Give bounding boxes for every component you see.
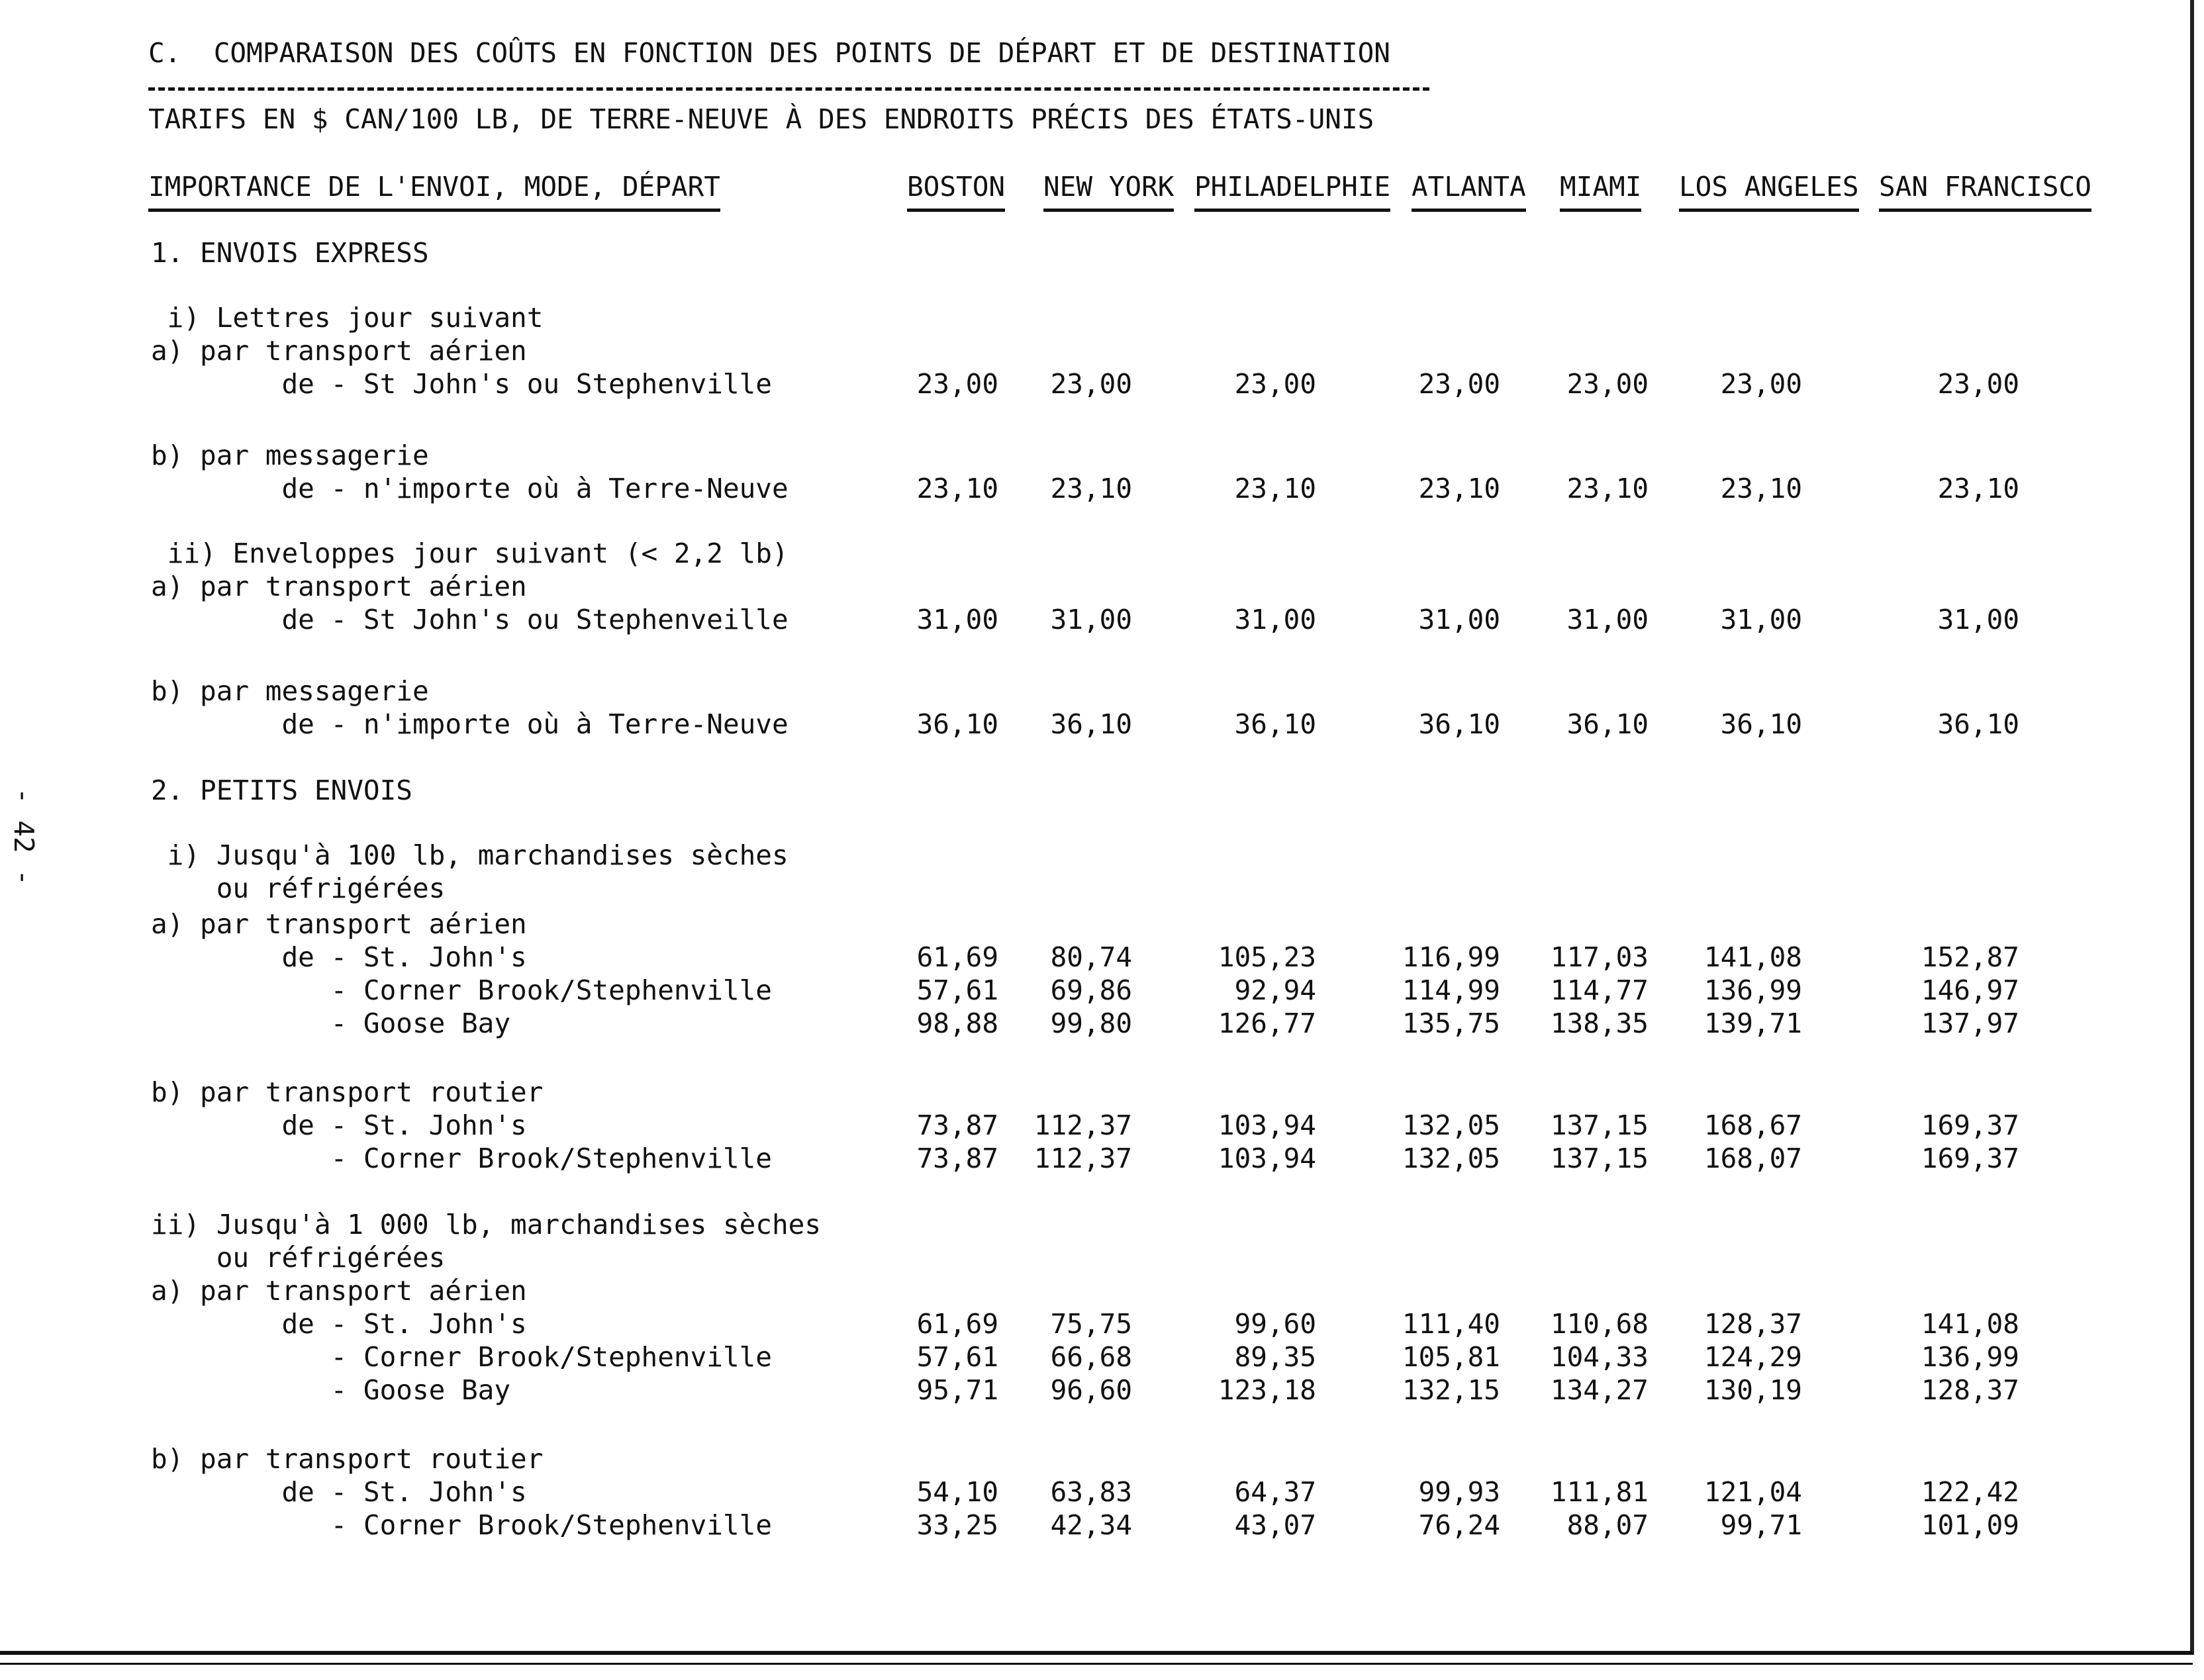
rate-cell: 23,00 (1418, 368, 1500, 400)
rate-cell: 141,08 (1703, 941, 1802, 973)
rate-cell: 31,00 (1937, 604, 2019, 635)
row-label: de - St. John's (151, 1476, 527, 1508)
rate-cell: 36,10 (1566, 708, 1649, 740)
rate-cell: 23,10 (1937, 473, 2019, 504)
rate-cell: 23,00 (1720, 368, 1802, 400)
rate-cell: 99,80 (1050, 1007, 1132, 1039)
rate-cell: 137,97 (1921, 1007, 2019, 1039)
rate-cell: 123,18 (1218, 1374, 1316, 1406)
rate-cell: 116,99 (1402, 941, 1500, 973)
header-col-miami: MIAMI (1560, 173, 1641, 212)
rate-cell: 95,71 (916, 1374, 998, 1406)
section-heading: a) par transport aérien (151, 335, 527, 367)
rate-cell: 130,19 (1703, 1374, 1802, 1406)
rate-cell: 104,33 (1550, 1341, 1649, 1373)
section-heading: ii) Enveloppes jour suivant (< 2,2 lb) (151, 537, 789, 569)
rate-cell: 23,10 (1050, 473, 1132, 504)
rate-cell: 31,00 (916, 604, 998, 635)
section-title: C. COMPARAISON DES COÛTS EN FONCTION DES POINTS DE DÉPART ET DE DESTINATION (148, 37, 1390, 69)
rate-cell: 33,25 (916, 1509, 998, 1541)
row-label: de - St. John's (151, 1109, 527, 1141)
header-col-san-francisco: SAN FRANCISCO (1879, 173, 2091, 212)
rate-cell: 99,60 (1234, 1308, 1316, 1340)
rate-cell: 61,69 (916, 941, 998, 973)
rate-cell: 132,15 (1402, 1374, 1500, 1406)
rate-cell: 31,00 (1234, 604, 1316, 635)
rate-cell: 103,94 (1218, 1143, 1316, 1174)
rate-cell: 69,86 (1050, 974, 1132, 1006)
rate-cell: 168,67 (1703, 1109, 1802, 1141)
rate-cell: 31,00 (1418, 604, 1500, 635)
rate-cell: 114,77 (1550, 974, 1649, 1006)
rate-cell: 57,61 (916, 974, 998, 1006)
rate-cell: 23,00 (1937, 368, 2019, 400)
rate-cell: 23,10 (1418, 473, 1500, 504)
rate-cell: 54,10 (916, 1476, 998, 1508)
row-label: - Corner Brook/Stephenville (151, 1509, 772, 1541)
section-heading: 1. ENVOIS EXPRESS (151, 237, 429, 269)
rate-cell: 96,60 (1050, 1374, 1132, 1406)
rate-cell: 105,23 (1218, 941, 1316, 973)
rate-cell: 31,00 (1720, 604, 1802, 635)
rate-cell: 31,00 (1050, 604, 1132, 635)
rate-cell: 101,09 (1921, 1509, 2019, 1541)
section-heading: ii) Jusqu'à 1 000 lb, marchandises sèches (151, 1209, 822, 1240)
rate-cell: 89,35 (1234, 1341, 1316, 1373)
rate-cell: 146,97 (1921, 974, 2019, 1006)
rate-cell: 98,88 (916, 1007, 998, 1039)
footer-rule-thin (0, 1663, 2193, 1665)
section-heading: b) par messagerie (151, 440, 429, 471)
rate-cell: 36,10 (1418, 708, 1500, 740)
rate-cell: 99,71 (1720, 1509, 1802, 1541)
rate-cell: 42,34 (1050, 1509, 1132, 1541)
section-heading: i) Lettres jour suivant (151, 302, 544, 334)
rate-cell: 88,07 (1566, 1509, 1649, 1541)
rate-cell: 128,37 (1703, 1308, 1802, 1340)
rate-cell: 36,10 (1050, 708, 1132, 740)
rate-cell: 23,00 (1234, 368, 1316, 400)
page-edge (2190, 0, 2194, 1655)
rate-cell: 122,42 (1921, 1476, 2019, 1508)
rate-cell: 73,87 (916, 1143, 998, 1174)
row-label: - Goose Bay (151, 1007, 511, 1039)
row-label: - Corner Brook/Stephenville (151, 974, 772, 1006)
rate-cell: 23,00 (916, 368, 998, 400)
rate-cell: 128,37 (1921, 1374, 2019, 1406)
rate-cell: 136,99 (1703, 974, 1802, 1006)
row-label: de - n'importe où à Terre-Neuve (151, 708, 789, 740)
rate-cell: 99,93 (1418, 1476, 1500, 1508)
rate-cell: 152,87 (1921, 941, 2019, 973)
rate-cell: 103,94 (1218, 1109, 1316, 1141)
rate-cell: 76,24 (1418, 1509, 1500, 1541)
rate-cell: 63,83 (1050, 1476, 1132, 1508)
rate-cell: 111,81 (1550, 1476, 1649, 1508)
rate-cell: 124,29 (1703, 1341, 1802, 1373)
rate-cell: 139,71 (1703, 1007, 1802, 1039)
rate-cell: 31,00 (1566, 604, 1649, 635)
rate-cell: 43,07 (1234, 1509, 1316, 1541)
page-number: - 42 - (8, 788, 40, 886)
section-heading: a) par transport aérien (151, 908, 527, 940)
header-col-new-york: NEW YORK (1043, 173, 1174, 212)
row-label: de - n'importe où à Terre-Neuve (151, 473, 789, 504)
rate-cell: 80,74 (1050, 941, 1132, 973)
rate-cell: 73,87 (916, 1109, 998, 1141)
rate-cell: 36,10 (1234, 708, 1316, 740)
rate-cell: 137,15 (1550, 1143, 1649, 1174)
rate-cell: 136,99 (1921, 1341, 2019, 1373)
rate-cell: 114,99 (1402, 974, 1500, 1006)
rate-cell: 112,37 (1033, 1109, 1132, 1141)
row-label: de - St. John's (151, 1308, 527, 1340)
rate-cell: 61,69 (916, 1308, 998, 1340)
row-label: de - St. John's (151, 941, 527, 973)
header-col-atlanta: ATLANTA (1412, 173, 1526, 212)
rate-cell: 112,37 (1033, 1143, 1132, 1174)
rate-cell: 137,15 (1550, 1109, 1649, 1141)
rate-cell: 134,27 (1550, 1374, 1649, 1406)
row-label: - Goose Bay (151, 1374, 511, 1406)
header-col-philadelphie: PHILADELPHIE (1194, 173, 1390, 212)
row-label: de - St John's ou Stephenveille (151, 604, 789, 635)
footer-rule-thick (0, 1651, 2193, 1655)
table-subtitle: TARIFS EN $ CAN/100 LB, DE TERRE-NEUVE À DES ENDROITS PRÉCIS DES ÉTATS-UNIS (148, 103, 1374, 135)
rate-cell: 64,37 (1234, 1476, 1316, 1508)
rate-cell: 132,05 (1402, 1143, 1500, 1174)
rate-cell: 110,68 (1550, 1308, 1649, 1340)
section-heading: b) par messagerie (151, 675, 429, 707)
rate-cell: 92,94 (1234, 974, 1316, 1006)
section-heading: b) par transport routier (151, 1443, 544, 1475)
rate-cell: 23,10 (916, 473, 998, 504)
rate-cell: 105,81 (1402, 1341, 1500, 1373)
rate-cell: 168,07 (1703, 1143, 1802, 1174)
row-label: - Corner Brook/Stephenville (151, 1341, 772, 1373)
rate-cell: 23,10 (1234, 473, 1316, 504)
section-heading: b) par transport routier (151, 1076, 544, 1108)
rate-cell: 141,08 (1921, 1308, 2019, 1340)
section-heading: 2. PETITS ENVOIS (151, 774, 412, 806)
rate-cell: 121,04 (1703, 1476, 1802, 1508)
header-col-boston: BOSTON (907, 173, 1005, 212)
section-heading: ou réfrigérées (151, 1242, 446, 1274)
rate-cell: 132,05 (1402, 1109, 1500, 1141)
rate-cell: 23,00 (1050, 368, 1132, 400)
section-heading: i) Jusqu'à 100 lb, marchandises sèches (151, 839, 789, 871)
section-heading: a) par transport aérien (151, 571, 527, 602)
section-heading: ou réfrigérées (151, 872, 446, 904)
rate-cell: 36,10 (1937, 708, 2019, 740)
header-col-los-angeles: LOS ANGELES (1679, 173, 1859, 212)
rate-cell: 169,37 (1921, 1143, 2019, 1174)
header-label: IMPORTANCE DE L'ENVOI, MODE, DÉPART (148, 173, 720, 212)
row-label: - Corner Brook/Stephenville (151, 1143, 772, 1174)
rate-cell: 138,35 (1550, 1007, 1649, 1039)
rate-cell: 135,75 (1402, 1007, 1500, 1039)
rate-cell: 36,10 (916, 708, 998, 740)
rate-cell: 23,00 (1566, 368, 1649, 400)
rate-cell: 169,37 (1921, 1109, 2019, 1141)
section-heading: a) par transport aérien (151, 1275, 527, 1307)
rate-cell: 75,75 (1050, 1308, 1132, 1340)
rate-cell: 117,03 (1550, 941, 1649, 973)
rate-cell: 23,10 (1720, 473, 1802, 504)
rate-cell: 126,77 (1218, 1007, 1316, 1039)
dashed-divider (148, 87, 1429, 91)
rate-cell: 57,61 (916, 1341, 998, 1373)
rate-cell: 111,40 (1402, 1308, 1500, 1340)
row-label: de - St John's ou Stephenville (151, 368, 772, 400)
rate-cell: 66,68 (1050, 1341, 1132, 1373)
rate-cell: 36,10 (1720, 708, 1802, 740)
rate-cell: 23,10 (1566, 473, 1649, 504)
